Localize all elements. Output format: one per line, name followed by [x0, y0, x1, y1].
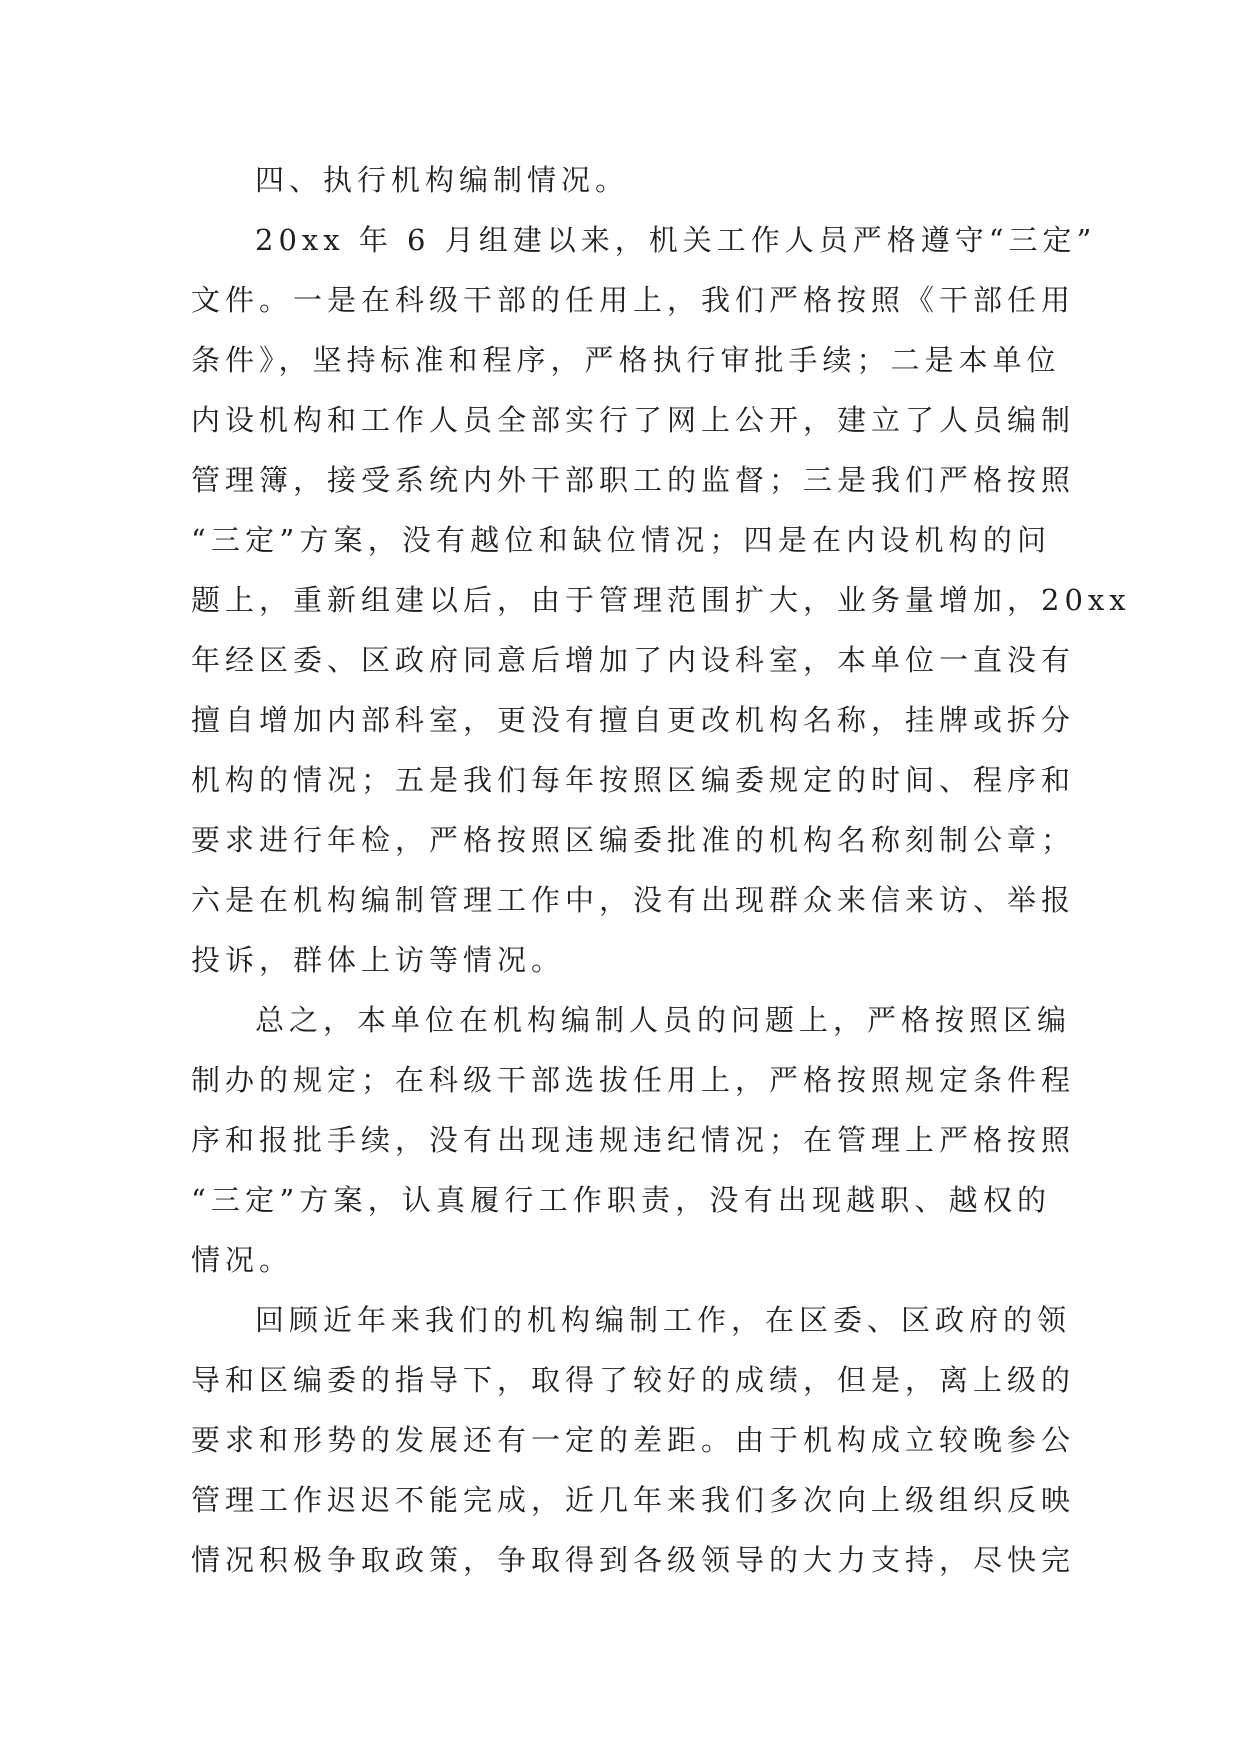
- paragraph-review: [191, 1290, 1076, 1590]
- paragraph-section-heading: [191, 150, 1051, 210]
- text-line: 管理簿，接受系统内外干部职工的监督；三是我们严格按照: [191, 463, 1076, 497]
- text-line: 题上，重新组建以后，由于管理范围扩大，业务量增加，20xx: [191, 583, 1131, 617]
- text-line: 情况。: [191, 1243, 294, 1277]
- paragraph-establishment: [191, 210, 1131, 990]
- text-line: 制办的规定；在科级干部选拔任用上，严格按照规定条件程: [191, 1063, 1076, 1097]
- text-line: 20xx 年 6 月组建以来，机关工作人员严格遵守“三定”: [255, 223, 1097, 257]
- text-line: 投诉，群体上访等情况。: [191, 943, 566, 977]
- text-line: 管理工作迟迟不能完成，近几年来我们多次向上级组织反映: [191, 1483, 1076, 1517]
- text-line: 文件。一是在科级干部的任用上，我们严格按照《干部任用: [191, 283, 1076, 317]
- paragraph-summary: [191, 990, 1076, 1290]
- text-line: 擅自增加内部科室，更没有擅自更改机构名称，挂牌或拆分: [191, 703, 1076, 737]
- text-line: 序和报批手续，没有出现违规违纪情况；在管理上严格按照: [191, 1123, 1076, 1157]
- text-line: 要求和形势的发展还有一定的差距。由于机构成立较晚参公: [191, 1423, 1076, 1457]
- text-line: 总之，本单位在机构编制人员的问题上，严格按照区编: [255, 1003, 1072, 1037]
- text-line: 情况积极争取政策，争取得到各级领导的大力支持，尽快完: [191, 1543, 1076, 1577]
- text-line: 六是在机构编制管理工作中，没有出现群众来信来访、举报: [191, 883, 1076, 917]
- text-line: 年经区委、区政府同意后增加了内设科室，本单位一直没有: [191, 643, 1076, 677]
- text-line: 导和区编委的指导下，取得了较好的成绩，但是，离上级的: [191, 1363, 1076, 1397]
- document-body: [191, 150, 1131, 1590]
- text-line: 条件》，坚持标准和程序，严格执行审批手续；二是本单位: [191, 343, 1061, 377]
- text-line: “三定”方案，认真履行工作职责，没有出现越职、越权的: [191, 1183, 1051, 1217]
- text-line: 内设机构和工作人员全部实行了网上公开，建立了人员编制: [191, 403, 1076, 437]
- section-heading: 四、执行机构编制情况。: [255, 163, 630, 197]
- text-line: 机构的情况；五是我们每年按照区编委规定的时间、程序和: [191, 763, 1076, 797]
- text-line: 回顾近年来我们的机构编制工作，在区委、区政府的领: [255, 1303, 1072, 1337]
- text-line: 要求进行年检，严格按照区编委批准的机构名称刻制公章；: [191, 823, 1076, 857]
- text-line: “三定”方案，没有越位和缺位情况；四是在内设机构的问: [191, 523, 1051, 557]
